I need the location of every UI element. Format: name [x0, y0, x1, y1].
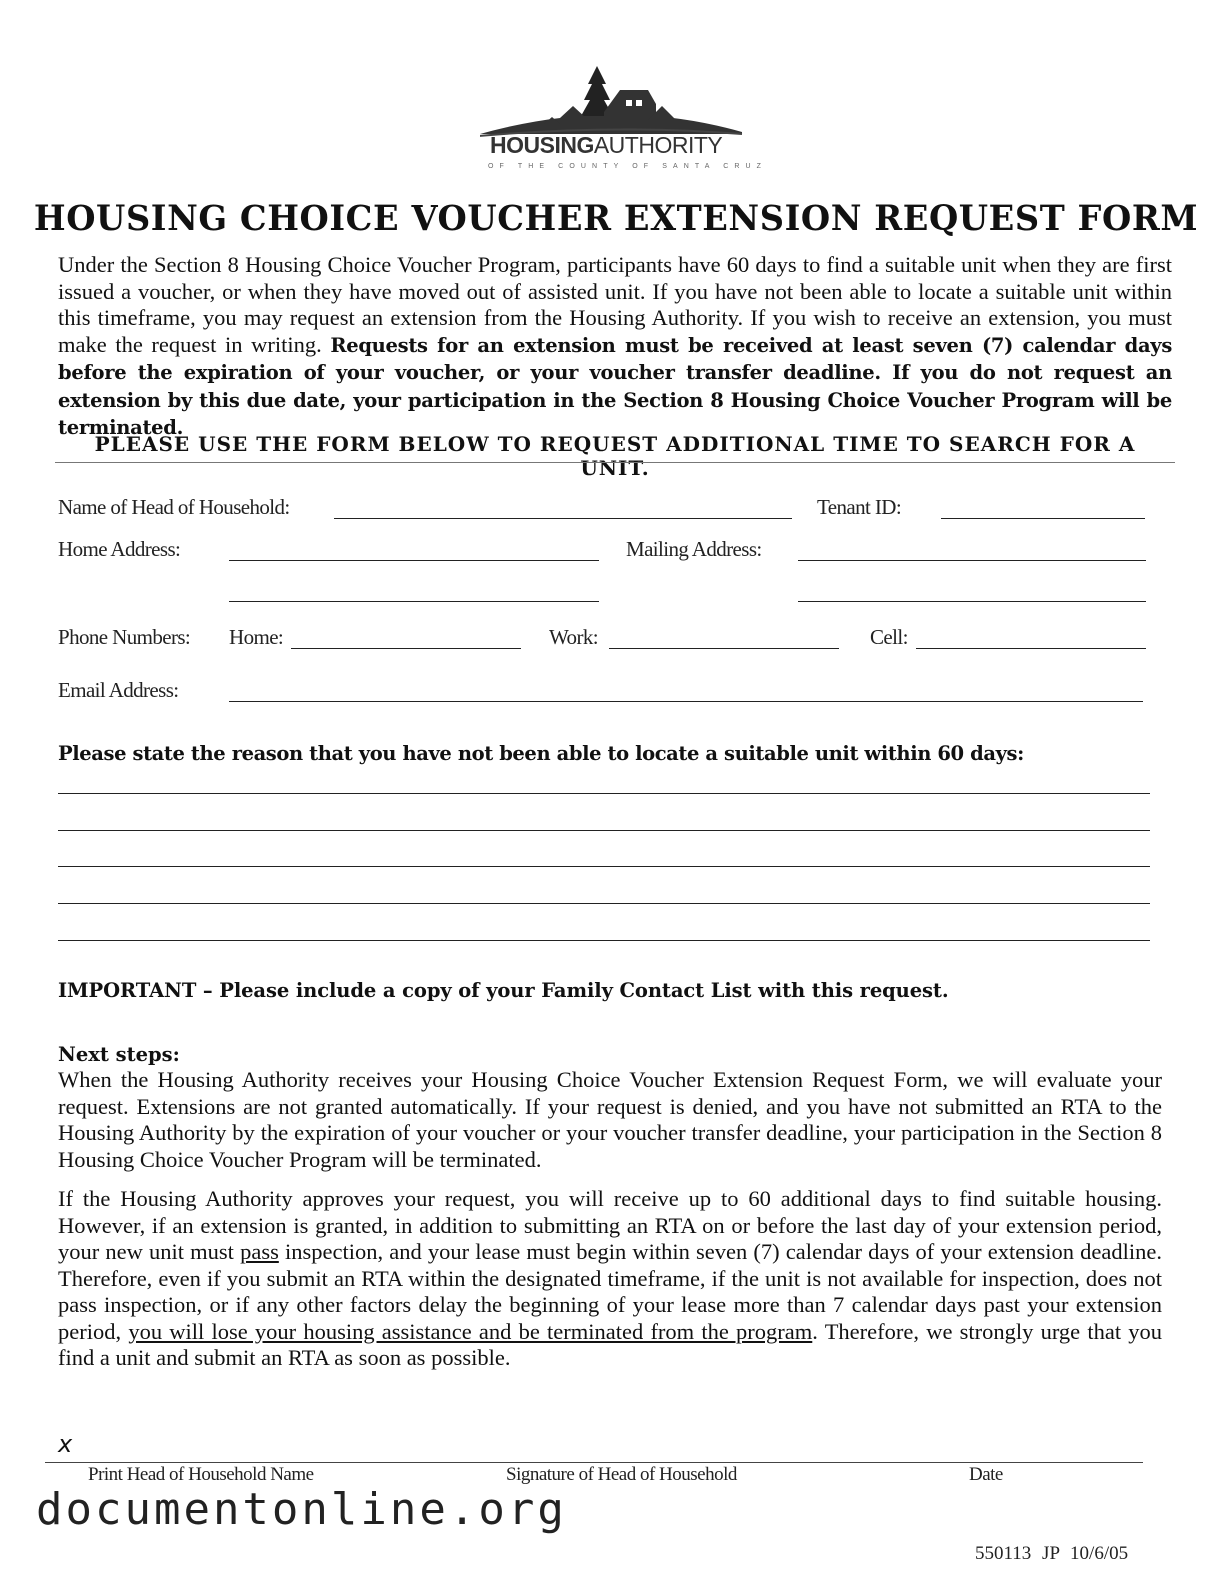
cell-phone-label: Cell: [870, 625, 908, 649]
intro-deadline-warning: Requests for an extension must be received at least seven (7) calendar days before the expiration of your voucher, or your voucher transfer deadline. If you do not request an extension by this due date, your participation in the Section 8 Housing Choice Voucher Program will be terminated. [58, 333, 1173, 439]
email-label: Email Address: [58, 678, 179, 702]
intro-text: Under the Section 8 Housing Choice Voucher Program, participants have 60 days to find a suitable unit when they are first issued a voucher, or when they have moved out of assisted unit. If you have not been able to locate a suitable unit within this timeframe, you may request an extension from the Housing Authority. If you wish to receive an extension, you must make the request in writing. [58, 252, 1172, 357]
signature-x-mark: x [58, 1430, 73, 1458]
home-phone-field[interactable] [291, 648, 521, 649]
termination-warning: you will lose your housing assistance and be terminated from the program [128, 1318, 813, 1344]
reason-line-4[interactable] [58, 903, 1150, 904]
home-address-field-line2[interactable] [229, 601, 599, 602]
logo-wordmark: HOUSINGAUTHORITY [490, 132, 723, 158]
head-of-household-field[interactable] [334, 518, 792, 519]
important-note: IMPORTANT – Please include a copy of your Family Contact List with this request. [58, 979, 949, 1002]
intro-paragraph [58, 252, 1172, 442]
tenant-id-field[interactable] [941, 518, 1145, 519]
form-code: 550113 JP 10/6/05 [975, 1543, 1129, 1564]
divider [55, 462, 1175, 463]
head-of-household-label: Name of Head of Household: [58, 495, 290, 519]
signature-label: Signature of Head of Household [506, 1464, 737, 1485]
mailing-address-field-line1[interactable] [798, 560, 1146, 561]
reason-line-5[interactable] [58, 940, 1150, 941]
reason-line-2[interactable] [58, 830, 1150, 831]
watermark: documentonline.org [36, 1484, 567, 1535]
signature-line[interactable] [45, 1462, 1143, 1463]
next-steps-paragraph-2: If the Housing Authority approves your request, you will receive up to 60 additional days to find suitable housing. However, if an extension is granted, in addition to submitting an RTA on or before the last day of your extension period, your new unit must pass inspection, and your lease must begin within seven (7) calendar days of your extension deadline. Therefore, even if you submit an RTA within the designated timeframe, if the unit is not available for inspection, does not pass inspection, or if any other factors delay the beginning of your lease more than 7 calendar days past your extension period, you will lose your housing assistance and be terminated from the program. Therefore, we strongly urge that you find a unit and submit an RTA as soon as possible. [58, 1186, 1163, 1370]
mailing-address-field-line2[interactable] [798, 601, 1146, 602]
home-address-field-line1[interactable] [229, 560, 599, 561]
print-name-label: Print Head of Household Name [88, 1464, 314, 1485]
pass-emphasis: pass [240, 1239, 279, 1264]
date-label: Date [969, 1464, 1003, 1485]
work-phone-field[interactable] [609, 648, 839, 649]
form-title: HOUSING CHOICE VOUCHER EXTENSION REQUEST FORM [33, 198, 1199, 239]
instruction-heading: PLEASE USE THE FORM BELOW TO REQUEST ADDITIONAL TIME TO SEARCH FOR A UNIT. [94, 432, 1136, 480]
cell-phone-field[interactable] [916, 648, 1146, 649]
work-phone-label: Work: [549, 625, 598, 649]
tenant-id-label: Tenant ID: [817, 495, 902, 519]
mailing-address-label: Mailing Address: [626, 537, 762, 561]
reason-line-1[interactable] [58, 793, 1150, 794]
next-steps-heading: Next steps: [58, 1043, 180, 1066]
reason-line-3[interactable] [58, 866, 1150, 867]
email-field[interactable] [229, 701, 1143, 702]
house-skyline-icon [480, 62, 752, 142]
logo-subtitle: OF THE COUNTY OF SANTA CRUZ [488, 163, 768, 170]
reason-label: Please state the reason that you have not been able to locate a suitable unit within 60 days: [58, 742, 1024, 765]
home-phone-label: Home: [229, 625, 284, 649]
housing-authority-logo [480, 62, 768, 178]
phone-numbers-label: Phone Numbers: [58, 625, 191, 649]
home-address-label: Home Address: [58, 537, 181, 561]
next-steps-paragraph-1: When the Housing Authority receives your Housing Choice Voucher Extension Request Form, we will evaluate your request. Extensions are not granted automatically. If your request is denied, and you have not submitted an RTA to the Housing Authority by the expiration of your voucher or your voucher transfer deadline, your participation in the Section 8 Housing Choice Voucher Program will be terminated. [58, 1067, 1162, 1172]
